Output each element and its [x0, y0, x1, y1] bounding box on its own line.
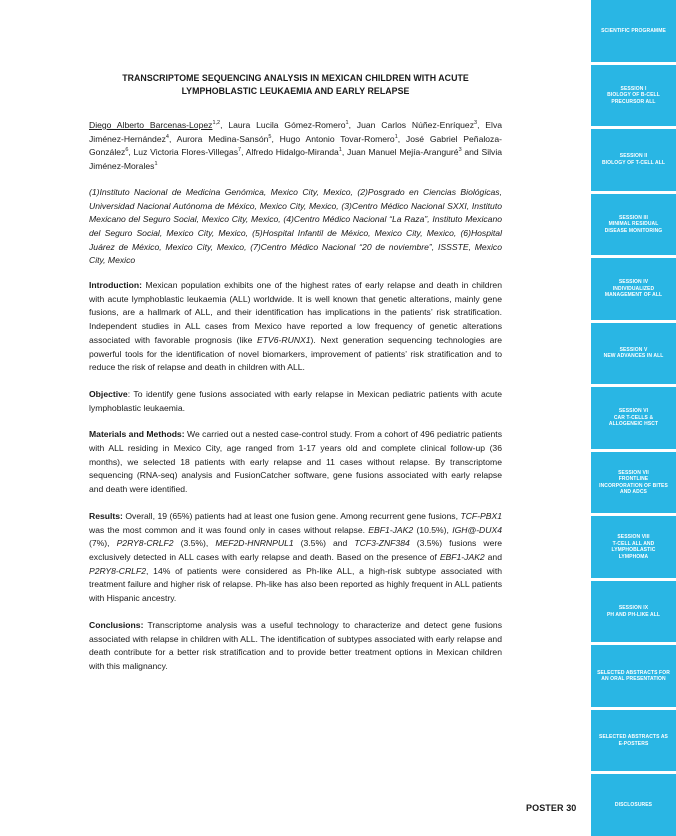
gene-name: EBF1-JAK2	[439, 551, 485, 562]
gene-name: P2RY8-CRLF2	[89, 565, 146, 576]
author-affiliation-mark: 1,2	[212, 120, 221, 127]
sidebar-item-label: SESSION V NEW ADVANCES IN ALL	[603, 346, 664, 360]
author-name: Alfredo Hidalgo-Miranda	[245, 147, 339, 158]
sidebar-item-label: SELECTED ABSTRACTS FOR AN ORAL PRESENTATION	[597, 669, 670, 683]
author-affiliation-mark: 5	[268, 133, 272, 140]
author-list: Diego Alberto Barcenas-Lopez$^{1,2}$, Laura Lucila Gómez-Romero$^1$, Juan Carlos Núñez-Enríquez$^3$, Elva Jiménez-Hernández$^4$, Aurora Medina-Sansón$^5$, Hugo Antonio Tovar-Romero$^1$, José Gabriel Peñaloza-González$^6$, Luz Victoria Flores-Villegas$^7$, Alfredo Hidalgo-Miranda$^1$, Juan Manuel Mejía-Aranguré$^3$ and Silvia Jiménez-Morales$^1$	[89, 120, 503, 172]
author	[280, 134, 398, 144]
sidebar-item-label: SESSION VI CAR T-CELLS & ALLOGENEIC HSCT	[608, 408, 659, 428]
sidebar-item-label: SELECTED ABSTRACTS AS E-POSTERS	[599, 734, 668, 747]
sidebar-item[interactable]	[591, 581, 676, 643]
title-line-1: TRANSCRIPTOME SEQUENCING ANALYSIS IN MEXICAN CHILDREN WITH ACUTE	[122, 73, 469, 83]
sidebar-item[interactable]	[591, 194, 676, 256]
author-affiliation-mark: 3	[474, 120, 478, 127]
author-name: Aurora Medina-Sansón	[176, 133, 269, 144]
section-text: Transcriptome analysis was a useful technology to characterize and detect gene fusions associated with relapse in children with ALL. The identification of subtypes associated with early relapse and death contribute for a better risk stratification and to provide better treatment options in Mexican children with this malignancy.	[89, 619, 502, 671]
author-affiliation-mark: 1	[338, 147, 342, 154]
section-text: (3.5%),	[173, 538, 216, 549]
programme-sidebar	[591, 0, 676, 836]
abstract-section	[89, 279, 502, 375]
section-heading: Introduction:	[89, 280, 142, 291]
author-affiliation-mark: 1	[394, 133, 398, 140]
section-text: (10.5%),	[413, 524, 453, 535]
author	[357, 120, 477, 130]
author-name: Hugo Antonio Tovar-Romero	[279, 133, 395, 144]
section-text: (3.5%) fusions were exclusively detected in ALL cases with early relapse and death. Based on the presence of	[89, 538, 502, 562]
section-text: was the most common and it was found only in cases without relapse.	[89, 524, 369, 535]
gene-name: P2RY8-CRLF2	[116, 538, 174, 549]
sidebar-item-label: SESSION I BIOLOGY OF B-CELL PRECURSOR ALL	[607, 85, 660, 105]
gene-name: MEF2D-HNRNPUL1	[215, 538, 294, 549]
author-affiliation-mark: 1	[345, 120, 349, 127]
gene-name: ETV6-RUNX1	[257, 334, 311, 345]
sidebar-item[interactable]	[591, 129, 676, 191]
abstract-section	[89, 388, 502, 415]
author	[177, 134, 272, 144]
section-text: , 14% of patients were considered as Ph-like ALL, a high-risk subtype associated with treatment failure and higher risk of relapse. Ph-like has also been reported as highly frequent in ALL patients with Hispanic ancestry.	[89, 565, 502, 604]
sidebar-item[interactable]	[591, 387, 676, 449]
section-text: We carried out a nested case-control study. From a cohort of 496 pediatric patients with ALL residing in Mexico City, age ranged from 1-17 years old and complete clinical follow-up (36 months), we selected 18 patients with early relapse and 11 cases without relapse. By transcriptome sequencing (RNA-seq) analysis and FusionCatcher software, gene fusions associated with early relapse and death were identified.	[89, 429, 502, 495]
section-heading: Conclusions:	[89, 619, 144, 630]
section-text: (7%),	[89, 538, 117, 549]
sidebar-item[interactable]	[591, 0, 676, 62]
gene-name: IGH@-DUX4	[452, 524, 502, 535]
author-name: José Gabriel Peñaloza-González	[89, 133, 502, 158]
author-name: Diego Alberto Barcenas-Lopez	[89, 120, 213, 130]
section-text: ). Next generation sequencing technologies are powerful tools for the identification of novel biomarkers, improvement of patients’ risk stratification and to reduce the risk of relapse and death in children with ALL.	[89, 334, 502, 373]
sidebar-item-label: SESSION III MINIMAL RESIDUAL DISEASE MONITORING	[604, 214, 663, 234]
sidebar-item-label: DISCLOSURES	[614, 801, 653, 808]
author-name: Silvia Jiménez-Morales	[89, 147, 503, 172]
sidebar-item-label: SESSION II BIOLOGY OF T-CELL ALL	[601, 153, 666, 166]
sidebar-item-label: SCIENTIFIC PROGRAMME	[601, 27, 666, 34]
section-text: and	[484, 551, 502, 562]
author	[134, 147, 242, 157]
sidebar-item[interactable]	[591, 710, 676, 772]
gene-name: TCF3-ZNF384	[354, 538, 410, 549]
abstract-body	[89, 279, 502, 674]
author-name: Juan Carlos Núñez-Enríquez	[356, 120, 475, 130]
author-name: Luz Victoria Flores-Villegas	[133, 147, 239, 158]
abstract-section	[89, 510, 502, 606]
author	[89, 120, 220, 130]
section-heading: Objective	[89, 388, 128, 399]
sidebar-item[interactable]	[591, 774, 676, 836]
section-text: Overall, 19 (65%) patients had at least one fusion gene. Among recurrent gene fusions,	[122, 510, 461, 521]
section-heading: Materials and Methods:	[89, 429, 185, 440]
author-affiliation-mark: 1	[154, 161, 158, 168]
abstract-section	[89, 619, 502, 674]
section-heading: Results:	[89, 510, 123, 521]
author-name: Laura Lucila Gómez-Romero	[228, 120, 346, 130]
author-affiliation-mark: 6	[125, 147, 129, 154]
section-text: (3.5%) and	[293, 538, 355, 549]
abstract-title	[89, 72, 502, 98]
gene-name: EBF1-JAK2	[368, 524, 414, 535]
sidebar-item-label: SESSION VIII T-CELL ALL AND LYMPHOBLASTIC LYMPHOMA	[611, 534, 656, 560]
author	[228, 120, 348, 130]
author-affiliation-mark: 7	[238, 147, 242, 154]
sidebar-item-label: SESSION IV INDIVIDUALIZED MANAGEMENT OF ALL	[604, 279, 663, 299]
author-name: Juan Manuel Mejía-Aranguré	[347, 147, 459, 158]
sidebar-item[interactable]	[591, 645, 676, 707]
author-affiliation-mark: 3	[458, 147, 462, 154]
author	[347, 147, 462, 157]
section-text: : To identify gene fusions associated with early relapse in Mexican pediatric patients with acute lymphoblastic leukaemia.	[89, 388, 502, 413]
sidebar-item[interactable]	[591, 323, 676, 385]
sidebar-item[interactable]	[591, 258, 676, 320]
poster-number: POSTER 30	[526, 803, 577, 813]
sidebar-item[interactable]	[591, 516, 676, 578]
sidebar-item-label: SESSION VII FRONTLINE INCORPORATION OF BITES AND ADCS	[599, 469, 668, 496]
abstract-document	[89, 72, 502, 687]
sidebar-item[interactable]	[591, 452, 676, 514]
sidebar-item-label: SESSION IX PH AND PH-LIKE ALL	[606, 605, 661, 618]
affiliations: (1)Instituto Nacional de Medicina Genómica, Mexico City, Mexico, (2)Posgrado en Ciencias Biológicas, Universidad Nacional Autónoma de México, Mexico City, Mexico, (3)Centro Médico Nacional SXXI, Instituto Mexicano del Seguro Social, Mexico City, Mexico, (4)Centro Médico Nacional “La Raza”, Instituto Mexicano del Seguro Social, Mexico City, Mexico, (5)Hospital Infantil de México, Mexico City, Mexico, (6)Hospital Juárez de México, Mexico City, Mexico, (7)Centro Médico Nacional “20 de noviembre”, ISSSTE, Mexico City, Mexico	[89, 186, 502, 266]
section-text: Mexican population exhibits one of the highest rates of early relapse and death in children with acute lymphoblastic leukaemia (ALL) worldwide. It is well known that genetic alterations, mainly gene fusions, are a hallmark of ALL, and their identification has implications in the patients’ risk stratification. Independent studies in ALL cases from Mexico have reported a low frequency of genetic alterations associated with favorable prognosis (like	[89, 280, 502, 345]
author-affiliation-mark: 4	[165, 133, 169, 140]
sidebar-item[interactable]	[591, 65, 676, 127]
gene-name: TCF-PBX1	[460, 510, 502, 521]
title-line-2: LYMPHOBLASTIC LEUKAEMIA AND EARLY RELAPSE	[181, 86, 410, 96]
author	[246, 147, 342, 157]
author-name: Elva Jiménez-Hernández	[89, 120, 503, 144]
abstract-section	[89, 428, 502, 497]
